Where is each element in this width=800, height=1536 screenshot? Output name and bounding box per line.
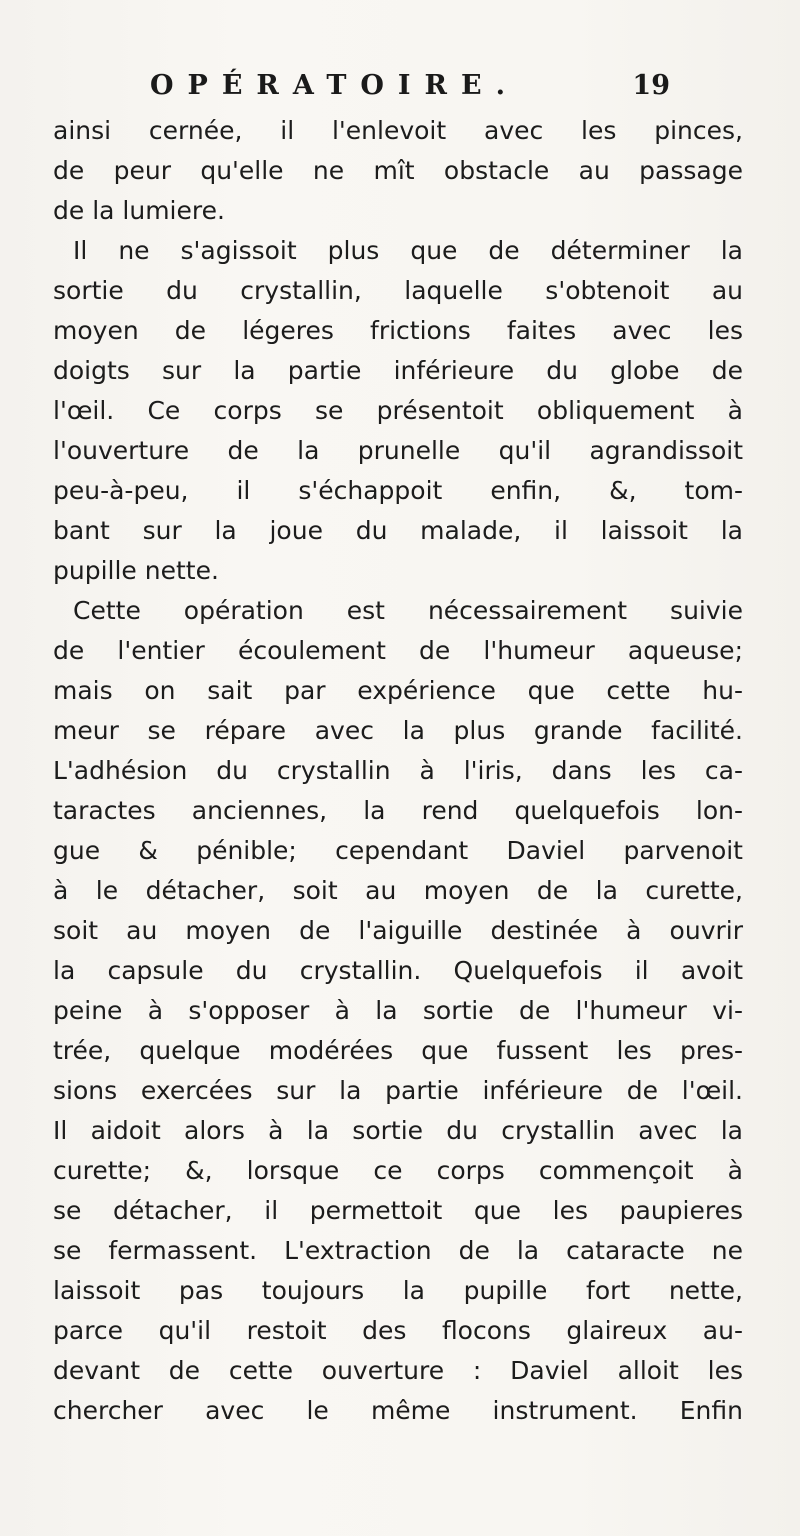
text-line: meur se répare avec la plus grande facilité. [53, 716, 743, 745]
text-line: curette; &, lorsque ce corps commençoit à [53, 1156, 743, 1185]
text-line: gue & pénible; cependant Daviel parvenoit [53, 836, 743, 865]
text-line: parce qu'il restoit des flocons glaireux au- [53, 1316, 743, 1345]
text-line: sortie du crystallin, laquelle s'obtenoit au [53, 276, 743, 305]
text-line: se fermassent. L'extraction de la cataracte ne [53, 1236, 743, 1265]
text-line: trée, quelque modérées que fussent les pres- [53, 1036, 743, 1065]
text-line: laissoit pas toujours la pupille fort nette, [53, 1276, 743, 1305]
text-line: de peur qu'elle ne mît obstacle au passage [53, 156, 743, 185]
text-line: Cette opération est nécessairement suivie [73, 596, 743, 625]
text-line: l'ouverture de la prunelle qu'il agrandissoit [53, 436, 743, 465]
text-line: bant sur la joue du malade, il laissoit la [53, 516, 743, 545]
running-title: OPÉRATOIRE. [150, 70, 519, 101]
text-line: de la lumiere. [53, 196, 225, 225]
text-line: soit au moyen de l'aiguille destinée à ouvrir [53, 916, 743, 945]
text-line: moyen de légeres frictions faites avec les [53, 316, 743, 345]
text-line: ainsi cernée, il l'enlevoit avec les pinces, [53, 116, 743, 145]
text-line: peine à s'opposer à la sortie de l'humeur vi- [53, 996, 743, 1025]
text-line: pupille nette. [53, 556, 219, 585]
text-line: doigts sur la partie inférieure du globe de [53, 356, 743, 385]
text-line: de l'entier écoulement de l'humeur aqueuse; [53, 636, 743, 665]
body-text [53, 111, 743, 1431]
text-line: peu-à-peu, il s'échappoit enfin, &, tom- [53, 476, 743, 505]
text-line: la capsule du crystallin. Quelquefois il avoit [53, 956, 743, 985]
page-header [150, 70, 670, 110]
text-line: Il aidoit alors à la sortie du crystallin avec la [53, 1116, 743, 1145]
text-line: L'adhésion du crystallin à l'iris, dans les ca- [53, 756, 743, 785]
text-line: sions exercées sur la partie inférieure de l'œil. [53, 1076, 743, 1105]
text-line: l'œil. Ce corps se présentoit obliquement à [53, 396, 743, 425]
text-line: mais on sait par expérience que cette hu- [53, 676, 743, 705]
text-line: se détacher, il permettoit que les paupieres [53, 1196, 743, 1225]
page-number: 19 [632, 70, 670, 101]
text-line: Il ne s'agissoit plus que de déterminer la [73, 236, 743, 265]
text-line: chercher avec le même instrument. Enfin [53, 1396, 743, 1425]
text-line: à le détacher, soit au moyen de la curette, [53, 876, 743, 905]
text-line: taractes anciennes, la rend quelquefois lon- [53, 796, 743, 825]
text-line: devant de cette ouverture : Daviel alloit les [53, 1356, 743, 1385]
